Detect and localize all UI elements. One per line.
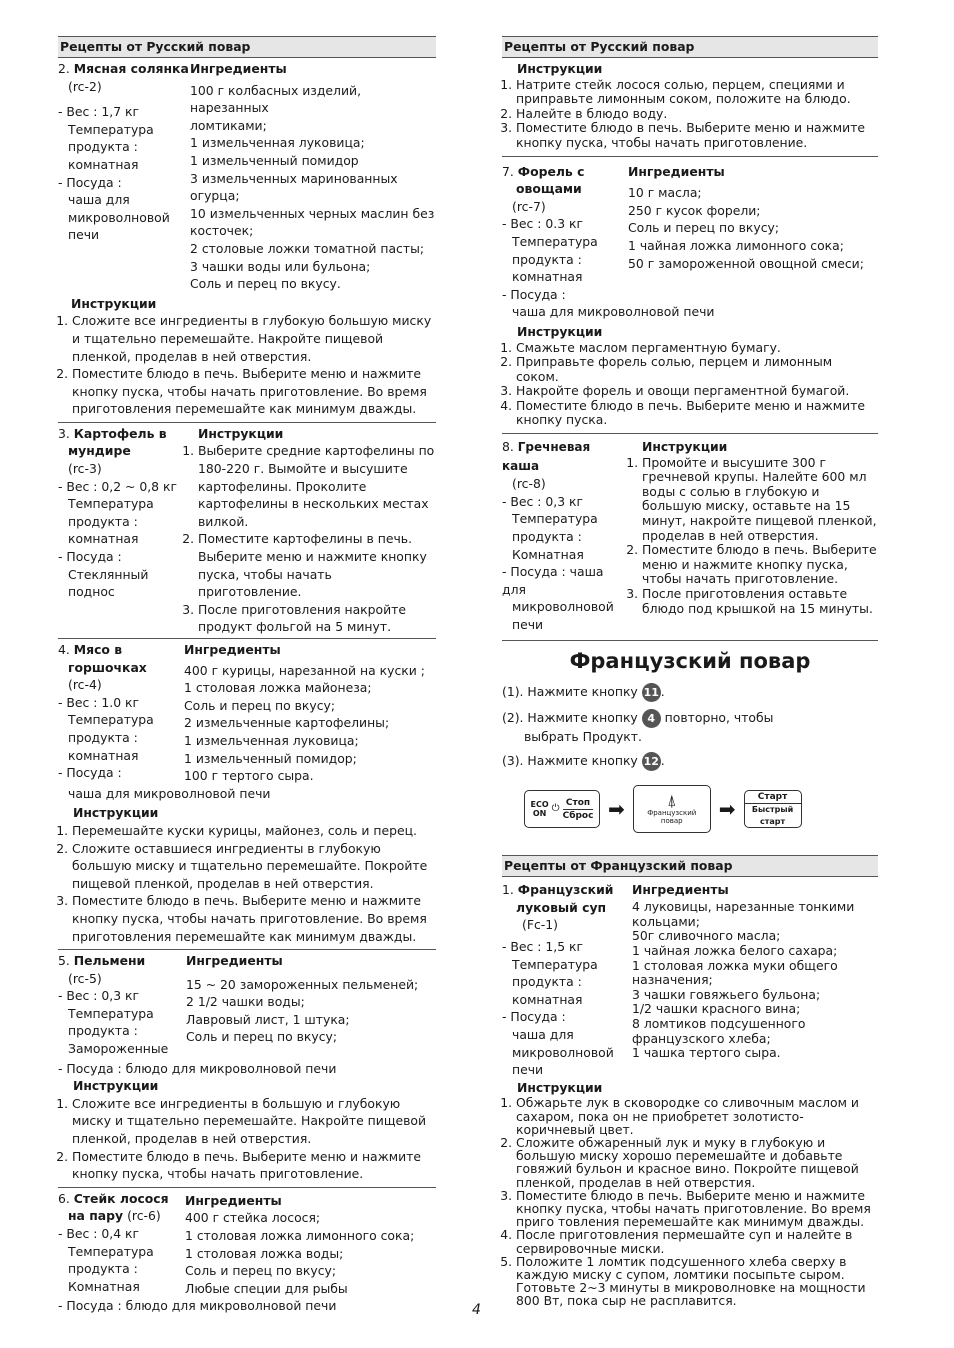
- instruction-step: 3. Поместите блюдо в печь. Выберите меню и нажмите кнопку пуска, чтобы начать приготовление.: [516, 121, 878, 150]
- ingredient: 1 столовая ложка муки общего: [632, 957, 838, 973]
- instruction-step: 1. Обжарьте лук в сковородке со сливочным маслом и сахаром, пока он не приобретет золотисто-коричневый цвет.: [516, 1096, 878, 1136]
- instruction-step: 2. Поместите блюдо в печь. Выберите меню и нажмите кнопку пуска, чтобы начать приготовление.: [642, 543, 878, 587]
- ingredient: кольцами;: [632, 913, 700, 929]
- ingredient: 400 г стейка лосося;: [185, 1210, 321, 1226]
- french-chef-heading: Французский повар: [569, 648, 811, 673]
- french-chef-button: ⍋ Французский повар: [633, 785, 711, 833]
- instructions-list: [502, 341, 878, 429]
- arrow-right-icon: ➡: [608, 797, 625, 822]
- instructions-heading: Инструкции: [642, 439, 728, 455]
- instructions-heading: Инструкции: [73, 1078, 159, 1094]
- ingredients-heading: Ингредиенты: [185, 1192, 282, 1208]
- ingredient: 1 чайная ложка белого сахара;: [632, 942, 838, 958]
- divider: [58, 422, 436, 423]
- section-title: Рецепты от Французский повар: [502, 855, 878, 877]
- ingredient: 1 столовая ложка лимонного сока;: [185, 1228, 415, 1243]
- ingredient: Соль и перец по вкусу;: [186, 1029, 338, 1045]
- instruction-step: 1. Промойте и высушите 300 г гречневой крупы. Налейте 600 мл воды с солью в глубокую и большую миску, оставьте на 15 минут, накройте пищевой пленкой, проделав в ней отверстия.: [642, 456, 878, 544]
- right-column: Рецепты от Русский повар Инструкции 1. Натрите стейк лосося солью, перцем, специями и приправьте лимонным соком, положите на блюдо. 2. Налейте в блюдо воду. 3. Поместите блюдо в печь. Выберите меню и нажмите кнопку пуска, чтобы начать приготовление. 7. Форель с овощами (rc-7) - Вес : 0.3 кг Температура продукта : комнатная - Посуда : Ингредиенты 10 г масла; 250 г кусок форели; Соль и перец по вкусу; 1 чайная ложка лимонного сока; 50 г замороженной овощной смеси; чаша для микроволновой печи Инструкции 1. Смажьте маслом пергаментную бумагу. 2. Приправьте форель солью, перцем и лимонным соком. 3. Накройте форель и овощи пергаментной бумагой. 4. Поместите блюдо в печь. Выберите меню и нажмите кнопку пуска. 8. Гречневая каша (rc-8) - Вес : 0,3 кг Температура продукта : Комнатная - Посуда : чаша для микроволновой печи Инструкции 1. Промойте и высушите 300 г гречневой крупы. Налейте 600 мл воды с солью в глубокую и большую миску, оставьте на 15 минут, накройте пищевой пленкой, проделав в ней отверстия. 2. Поместите блюдо в печь. Выберите меню и нажмите кнопку пуска, чтобы начать приготовление. 3. После приготовления оставьте блюдо под крышкой на 15 минуты. Французский повар (1). Нажмите кнопку 11 . (2). Нажмите кнопку 4 повторно, чтобы выбрать Продукт. (3). Нажмите кнопку 12 . ECO ON ⏻ Стоп Сброс ➡ ⍋ Французский повар ➡ Старт Быстрый старт Рецепты от Французский повар 1. Французский луковый суп (Fc-1) - Вес : 1,5 кг Температура продукта : комнатная - Посуда : чаша для микроволновой печи Ингредиенты 4 луковицы, нарезанные тонкими кольцами; 50г сливочного масла; 1 чайная ложка белого сахара; 1 столовая ложка муки общего назначения; 3 чашки говяжьего бульона; 1/2 чашки красного вина; 8 ломтиков подсушенного французского хлеба; 1 чашка тертого сыра. Инструкции 1. Обжарьте лук в сковородке со сливочным маслом и сахаром, пока он не приобретет золотисто-коричневый цвет. 2. Сложите обжаренный лук и муку в глубокую и большую миску хорошо перемешайте и добавьте говяжий бульон и красное вино. Покройте пищевой пленкой, проделав в ней отверстия. 3. Поместите блюдо в печь. Выберите меню и нажмите кнопку пуска, чтобы начать приготовление. Во время приго товления перемешайте как минимум дважды. 4. После приготовления пермешайте суп и налейте в сервировочные миски. 5. Положите 1 ломтик подсушенного хлеба сверху в каждую миску с супом, ломтики посыпьте сыром. Готовьте 2~3 минуты в микроволновке на мощности 800 Вт, пока сыр не расплавится.: [502, 36, 878, 1308]
- recipe-4: 4. Мясо в горшочках (rc-4) - Вес : 1.0 кг Температура продукта : комнатная - Посуда : Ингредиенты 400 г курицы, нарезанной на куски ; 1 столовая ложка майонеза; Соль и перец по вкусу; 2 измельченные картофелины; 1 измельченная луковица; 1 измельченный помидор; 100 г тертого сыра.: [58, 641, 436, 785]
- ingredient: 1 чайная ложка лимонного сока;: [628, 237, 844, 253]
- ingredient: 3 чашки воды или бульона;: [190, 258, 371, 274]
- recipe-7: 7. Форель с овощами (rc-7) - Вес : 0.3 кг Температура продукта : комнатная - Посуда : Ингредиенты 10 г масла; 250 г кусок форели; Соль и перец по вкусу; 1 чайная ложка лимонного сока; 50 г замороженной овощной смеси;: [502, 163, 878, 304]
- step-2: (2). Нажмите кнопку 4 повторно, чтобы выбрать Продукт.: [502, 709, 774, 744]
- instruction-step: 4. После приготовления пермешайте суп и налейте в сервировочные миски.: [516, 1228, 878, 1254]
- instructions-heading: Инструкции: [517, 323, 603, 339]
- ingredient: 1 измельченный помидор: [190, 152, 359, 168]
- ingredient: 1 измельченная луковица;: [184, 732, 359, 748]
- button-number-icon: 12: [642, 752, 661, 771]
- instructions-heading: Инструкции: [517, 61, 603, 76]
- instruction-step: 4. Поместите блюдо в печь. Выберите меню и нажмите кнопку пуска.: [516, 399, 878, 428]
- divider: [502, 433, 878, 434]
- eiffel-tower-icon: ⍋: [666, 791, 677, 811]
- divider: [58, 1187, 436, 1188]
- button-number-icon: 11: [642, 683, 661, 702]
- instruction-step: 3. Поместите блюдо в печь. Выберите меню и нажмите кнопку пуска, чтобы начать приготовление. Во время приго товления перемешайте как минимум дважды.: [516, 1189, 878, 1229]
- instruction-step: 1. Перемешайте куски курицы, майонез, соль и перец.: [72, 822, 436, 840]
- left-column: Рецепты от Русский повар 2. Мясная солянка (rc-2) - Вес : 1,7 кг Температура продукта : комнатная - Посуда : чаша для микроволновой печи Ингредиенты 100 г колбасных изделий, нарезанных ломтиками; 1 измельченная луковица; 1 измельченный помидор 3 измельченных маринованных огурца; 10 измельченных черных маслин без косточек; 2 столовые ложки томатной пасты; 3 чашки воды или бульона; Соль и перец по вкусу. Инструкции 1. Сложите все ингредиенты в глубокую большую миску и тщательно перемешайте. Накройте пищевой пленкой, проделав в ней отверстия. 2. Поместите блюдо в печь. Выберите меню и нажмите кнопку пуска, чтобы начать приготовление. Во время приготовления перемешайте как минимум дважды. 3. Картофель в мундире (rc-3) - Вес : 0,2 ~ 0,8 кг Температура продукта : комнатная - Посуда : Стеклянный поднос Инструкции 1. Выберите средние картофелины по 180-220 г. Вымойте и высушите картофелины. Проколите картофелины в нескольких местах вилкой. 2. Поместите картофелины в печь. Выберите меню и нажмите кнопку пуска, чтобы начать приготовление. 3. После приготовления накройте продукт фольгой на 5 минут. 4. Мясо в горшочках (rc-4) - Вес : 1.0 кг Температура продукта : комнатная - Посуда : Ингредиенты 400 г курицы, нарезанной на куски ; 1 столовая ложка майонеза; Соль и перец по вкусу; 2 измельченные картофелины; 1 измельченная луковица; 1 измельченный помидор; 100 г тертого сыра. чаша для микроволновой печи Инструкции 1. Перемешайте куски курицы, майонез, соль и перец. 2. Сложите оставшиеся ингредиенты в глубокую большую миску и тщательно перемешайте. Покройте пищевой пленкой, проделав в ней отверстия. 3. Поместите блюдо в печь. Выберите меню и нажмите кнопку пуска, чтобы начать приготовление. Во время приготовления перемешайте как минимум дважды. 5. Пельмени (rc-5) - Вес : 0,3 кг Температура продукта : Замороженные Ингредиенты 15 ~ 20 замороженных пельменей; 2 1/2 чашки воды; Лавровый лист, 1 штука; Соль и перец по вкусу; - Посуда : блюдо для микроволновой печи Инструкции 1. Сложите все ингредиенты в большую и глубокую миску и тщательно перемешайте. Накройте пищевой пленкой, проделав в ней отверстия. 2. Поместите блюдо в печь. Выберите меню и нажмите кнопку пуска, чтобы начать приготовление. 6. Стейк лосося на пару (rc-6) - Вес : 0,4 кг Температура продукта : Комнатная Ингредиенты 400 г стейка лосося; 1 столовая ложка лимонного сока; 1 столовая ложка воды; Соль и перец по вкусу; Любые специи для рыбы - Посуда : блюдо для микроволновой печи: [58, 36, 436, 1315]
- instructions-list: [58, 312, 436, 418]
- recipe-name: Мясная солянка: [73, 61, 189, 76]
- instruction-step: 2. Налейте в блюдо воду.: [516, 107, 878, 122]
- ingredient: Соль и перец по вкусу.: [190, 276, 341, 292]
- recipe-fc-1: 1. Французский луковый суп (Fc-1) - Вес : 1,5 кг Температура продукта : комнатная - Посуда : чаша для микроволновой печи Ингредиенты 4 луковицы, нарезанные тонкими кольцами; 50г сливочного масла; 1 чайная ложка белого сахара; 1 столовая ложка муки общего назначения; 3 чашки говяжьего бульона; 1/2 чашки красного вина; 8 ломтиков подсушенного французского хлеба; 1 чашка тертого сыра.: [502, 881, 878, 1079]
- ingredient: 15 ~ 20 замороженных пельменей;: [186, 976, 419, 992]
- instructions-heading: Инструкции: [198, 425, 284, 441]
- ingredient: назначения;: [632, 972, 713, 988]
- ingredient: 2 1/2 чашки воды;: [186, 994, 305, 1010]
- ingredients-heading: Ингредиенты: [628, 163, 725, 179]
- step-3: (3). Нажмите кнопку 12 .: [502, 752, 878, 771]
- instruction-step: 2. Сложите обжаренный лук и муку в глубокую и большую миску хорошо перемешайте и добавьте говяжий бульон и красное вино. Покройте пищевой пленкой, проделав в ней отверстия.: [516, 1136, 878, 1189]
- instructions-list: [628, 456, 878, 617]
- ingredient: 4 луковицы, нарезанные тонкими: [632, 899, 855, 915]
- button-number-icon: 4: [642, 709, 661, 728]
- divider: [58, 638, 436, 639]
- ingredient: Любые специи для рыбы: [185, 1280, 348, 1296]
- instruction-step: 3. Накройте форель и овощи пергаментной бумагой.: [516, 384, 878, 399]
- instruction-step: 5. Положите 1 ломтик подсушенного хлеба сверху в каждую миску с супом, ломтики посыпьте сыром. Готовьте 2~3 минуты в микроволновке на мощности 800 Вт, пока сыр не расплавится.: [516, 1255, 878, 1308]
- section-title: Рецепты от Русский повар: [58, 36, 436, 58]
- instructions-heading: Инструкции: [71, 295, 157, 311]
- ingredient: 100 г тертого сыра.: [184, 768, 314, 784]
- arrow-right-icon: ➡: [718, 797, 736, 822]
- ingredient: Соль и перец по вкусу;: [185, 1263, 337, 1279]
- french-chef-steps: [502, 683, 878, 772]
- instruction-step: 2. Поместите картофелины в печь. Выберите меню и нажмите кнопку пуска, чтобы начать приготовление.: [198, 530, 436, 600]
- instruction-step: 3. После приготовления накройте продукт фольгой на 5 минут.: [198, 601, 436, 636]
- ingredient: Соль и перец по вкусу;: [628, 220, 780, 236]
- instruction-step: 3. Поместите блюдо в печь. Выберите меню и нажмите кнопку пуска, чтобы начать приготовление. Во время приготовления перемешайте как минимум дважды.: [72, 892, 436, 945]
- ingredient: 2 измельченные картофелины;: [184, 715, 390, 731]
- instruction-step: 1. Выберите средние картофелины по 180-220 г. Вымойте и высушите картофелины. Проколите картофелины в нескольких местах вилкой.: [198, 442, 436, 530]
- divider: [502, 156, 878, 157]
- ingredient: 3 чашки говяжьего бульона;: [632, 986, 821, 1002]
- instruction-step: 1. Смажьте маслом пергаментную бумагу.: [516, 341, 878, 356]
- ingredient: 1 столовая ложка воды;: [185, 1245, 344, 1261]
- recipe-2: 2. Мясная солянка (rc-2) - Вес : 1,7 кг Температура продукта : комнатная - Посуда : чаша для микроволновой печи Ингредиенты 100 г колбасных изделий, нарезанных ломтиками; 1 измельченная луковица; 1 измельченный помидор 3 измельченных маринованных огурца; 10 измельченных черных маслин без косточек; 2 столовые ложки томатной пасты; 3 чашки воды или бульона; Соль и перец по вкусу.: [58, 61, 435, 292]
- instruction-step: 2. Приправьте форель солью, перцем и лимонным соком.: [516, 355, 878, 384]
- ingredient: 100 г колбасных изделий, нарезанных: [190, 82, 362, 116]
- ingredient: 50 г замороженной овощной смеси;: [628, 255, 864, 271]
- ingredient: Соль и перец по вкусу;: [184, 697, 336, 713]
- ingredient: 8 ломтиков подсушенного: [632, 1015, 806, 1031]
- instructions-list: [502, 78, 878, 151]
- ingredient: 1/2 чашки красного вина;: [632, 1001, 801, 1017]
- ingredient: 10 измельченных черных маслин без: [190, 205, 435, 221]
- divider: [58, 949, 436, 950]
- divider: [502, 640, 878, 641]
- ingredient: 1 столовая ложка майонеза;: [184, 680, 372, 696]
- recipe-6: 6. Стейк лосося на пару (rc-6) - Вес : 0,4 кг Температура продукта : Комнатная Ингредиенты 400 г стейка лосося; 1 столовая ложка лимонного сока; 1 столовая ложка воды; Соль и перец по вкусу; Любые специи для рыбы: [58, 1190, 436, 1298]
- ingredient: 1 измельченная луковица;: [190, 135, 365, 151]
- instructions-list: [58, 822, 436, 945]
- start-quick-start-button: Старт Быстрый старт: [744, 790, 802, 828]
- ingredient: 400 г курицы, нарезанной на куски ;: [184, 662, 425, 678]
- recipe-8: 8. Гречневая каша (rc-8) - Вес : 0,3 кг Температура продукта : Комнатная - Посуда : чаша для микроволновой печи Инструкции 1. Промойте и высушите 300 г гречневой крупы. Налейте 600 мл воды с солью в глубокую и большую миску, оставьте на 15 минут, накройте пищевой пленкой, проделав в ней отверстия. 2. Поместите блюдо в печь. Выберите меню и нажмите кнопку пуска, чтобы начать приготовление. 3. После приготовления оставьте блюдо под крышкой на 15 минуты.: [502, 438, 878, 634]
- instructions-list: [502, 1096, 878, 1307]
- ingredient: 50г сливочного масла;: [632, 928, 781, 944]
- instruction-step: 3. После приготовления оставьте блюдо под крышкой на 15 минуты.: [642, 587, 878, 616]
- ingredient: 3 измельченных маринованных огурца;: [190, 170, 398, 204]
- ingredient: косточек;: [190, 223, 254, 239]
- ingredients-heading: Ингредиенты: [632, 882, 729, 898]
- instruction-step: 1. Натрите стейк лосося солью, перцем, специями и приправьте лимонным соком, положите на блюдо.: [516, 78, 878, 107]
- instruction-step: 1. Сложите все ингредиенты в большую и глубокую миску и тщательно перемешайте. Накройте пищевой пленкой, проделав в ней отверстия.: [72, 1095, 436, 1148]
- ingredient: 250 г кусок форели;: [628, 202, 761, 218]
- page-number: 4: [472, 1302, 481, 1318]
- instruction-step: 2. Поместите блюдо в печь. Выберите меню и нажмите кнопку пуска, чтобы начать приготовление.: [72, 1148, 436, 1183]
- ingredients-heading: Ингредиенты: [184, 642, 281, 657]
- ingredient: 1 чашка тертого сыра.: [632, 1045, 781, 1061]
- ingredient: Лавровый лист, 1 штука;: [186, 1011, 350, 1027]
- instructions-heading: Инструкции: [517, 1079, 603, 1095]
- instructions-list: [182, 442, 436, 636]
- ingredients-heading: Ингредиенты: [190, 61, 287, 76]
- ingredient: 10 г масла;: [628, 185, 702, 201]
- ingredient: ломтиками;: [190, 117, 267, 133]
- recipe-5: 5. Пельмени (rc-5) - Вес : 0,3 кг Температура продукта : Замороженные Ингредиенты 15 ~ 20 замороженных пельменей; 2 1/2 чашки воды; Лавровый лист, 1 штука; Соль и перец по вкусу;: [58, 952, 436, 1058]
- button-sequence-diagram: [524, 785, 878, 833]
- instruction-step: 2. Поместите блюдо в печь. Выберите меню и нажмите кнопку пуска, чтобы начать приготовление. Во время приготовления перемешайте как минимум дважды.: [72, 365, 436, 418]
- ingredient: 1 измельченный помидор;: [184, 750, 357, 766]
- ingredients-heading: Ингредиенты: [186, 953, 283, 969]
- eco-stop-reset-panel: ECO ON ⏻ Стоп Сброс: [524, 790, 600, 828]
- step-1: (1). Нажмите кнопку 11 .: [502, 683, 878, 702]
- ingredient: 2 столовые ложки томатной пасты;: [190, 240, 425, 256]
- ingredient: французского хлеба;: [632, 1030, 771, 1046]
- recipe-3: 3. Картофель в мундире (rc-3) - Вес : 0,2 ~ 0,8 кг Температура продукта : комнатная - Посуда : Стеклянный поднос Инструкции 1. Выберите средние картофелины по 180-220 г. Вымойте и высушите картофелины. Проколите картофелины в нескольких местах вилкой. 2. Поместите картофелины в печь. Выберите меню и нажмите кнопку пуска, чтобы начать приготовление. 3. После приготовления накройте продукт фольгой на 5 минут.: [58, 425, 436, 636]
- instructions-list: [58, 1095, 436, 1183]
- instruction-step: 1. Сложите все ингредиенты в глубокую большую миску и тщательно перемешайте. Накройте пищевой пленкой, проделав в ней отверстия.: [72, 312, 436, 365]
- power-icon: ⏻: [551, 803, 560, 815]
- section-title: Рецепты от Русский повар: [502, 36, 878, 58]
- instructions-heading: Инструкции: [73, 805, 159, 821]
- instruction-step: 2. Сложите оставшиеся ингредиенты в глубокую большую миску и тщательно перемешайте. Покройте пищевой пленкой, проделав в ней отверстия.: [72, 840, 436, 893]
